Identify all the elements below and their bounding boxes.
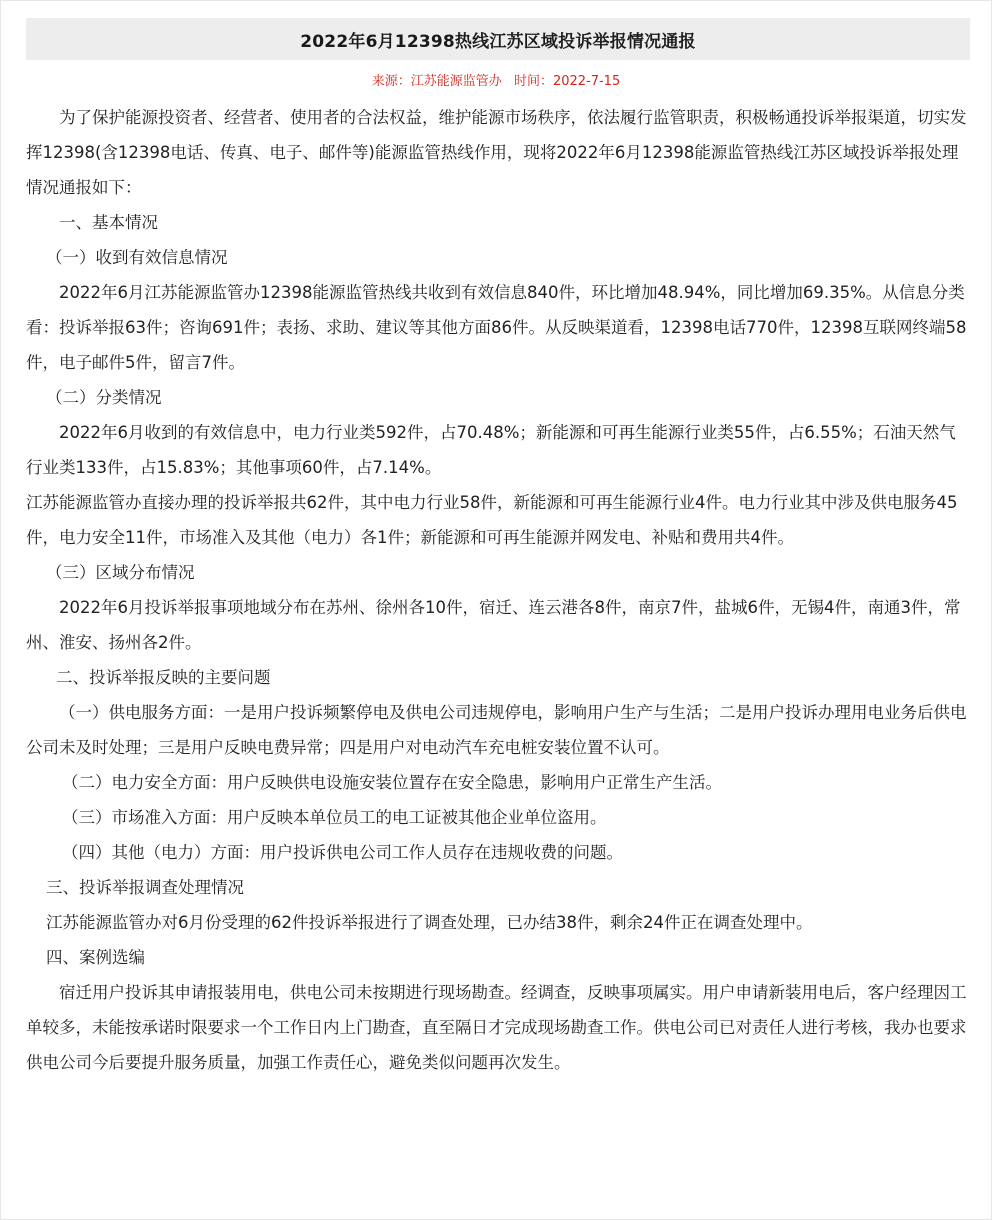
- paragraph-market-access: （三）市场准入方面：用户反映本单位员工的电工证被其他企业单位盗用。: [62, 808, 607, 827]
- title-bar: [26, 18, 970, 60]
- heading-investigation: 三、投诉举报调查处理情况: [46, 878, 244, 897]
- subheading-classification: （二）分类情况: [46, 388, 162, 407]
- paragraph-region: 2022年6月投诉举报事项地域分布在苏州、徐州各10件，宿迁、连云港各8件，南京7件，盐城6件，无锡4件，南通3件，常州、淮安、扬州各2件。: [26, 598, 961, 652]
- paragraph-power-safety: （二）电力安全方面：用户反映供电设施安装位置存在安全隐患，影响用户正常生产生活。: [62, 773, 722, 792]
- paragraph-other-power: （四）其他（电力）方面：用户投诉供电公司工作人员存在违规收费的问题。: [62, 843, 623, 862]
- subheading-region: （三）区域分布情况: [46, 563, 195, 582]
- paragraph-intro: 为了保护能源投资者、经营者、使用者的合法权益，维护能源市场秩序，依法履行监管职责，积极畅通投诉举报渠道，切实发挥12398(含12398电话、传真、电子、邮件等)能源监管热线作用，现将2022年6月12398能源监管热线江苏区域投诉举报处理情况通报如下：: [26, 108, 967, 197]
- paragraph-power-supply-service: （一）供电服务方面：一是用户投诉频繁停电及供电公司违规停电，影响用户生产与生活；二是用户投诉办理用电业务后供电公司未及时处理；三是用户反映电费异常；四是用户对电动汽车充电桩安装位置不认可。: [26, 703, 967, 757]
- paragraph-investigation: 江苏能源监管办对6月份受理的62件投诉举报进行了调查处理，已办结38件，剩余24件正在调查处理中。: [46, 913, 813, 932]
- paragraph-case: 宿迁用户投诉其申请报装用电，供电公司未按期进行现场勘查。经调查，反映事项属实。用户申请新装用电后，客户经理因工单较多，未能按承诺时限要求一个工作日内上门勘查，直至隔日才完成现场勘查工作。供电公司已对责任人进行考核，我办也要求供电公司今后要提升服务质量，加强工作责任心，避免类似问题再次发生。: [26, 983, 967, 1072]
- paragraph-classification: 2022年6月收到的有效信息中，电力行业类592件，占70.48%；新能源和可再生能源行业类55件，占6.55%；石油天然气行业类133件，占15.83%；其他事项60件，占7.14%。: [26, 423, 956, 477]
- source-label: 来源：江苏能源监管办: [371, 74, 502, 89]
- heading-main-issues: 二、投诉举报反映的主要问题: [56, 668, 271, 687]
- article-body: [26, 100, 972, 1080]
- heading-cases: 四、案例选编: [46, 948, 145, 967]
- paragraph-valid-info: 2022年6月江苏能源监管办12398能源监管热线共收到有效信息840件，环比增加48.94%，同比增加69.35%。从信息分类看：投诉举报63件；咨询691件；表扬、求助、建议等其他方面86件。从反映渠道看，12398电话770件，12398互联网终端58件，电子邮件5件，留言7件。: [26, 283, 967, 372]
- article-meta: [0, 70, 992, 89]
- subheading-valid-info: （一）收到有效信息情况: [46, 248, 228, 267]
- page-title: 2022年6月12398热线江苏区域投诉举报情况通报: [300, 31, 696, 52]
- heading-basic-info: 一、基本情况: [59, 213, 158, 232]
- time-label: 时间：2022-7-15: [513, 74, 621, 89]
- paragraph-direct-handling: 江苏能源监管办直接办理的投诉举报共62件，其中电力行业58件，新能源和可再生能源行业4件。电力行业其中涉及供电服务45件，电力安全11件，市场准入及其他（电力）各1件；新能源和可再生能源并网发电、补贴和费用共4件。: [26, 493, 958, 547]
